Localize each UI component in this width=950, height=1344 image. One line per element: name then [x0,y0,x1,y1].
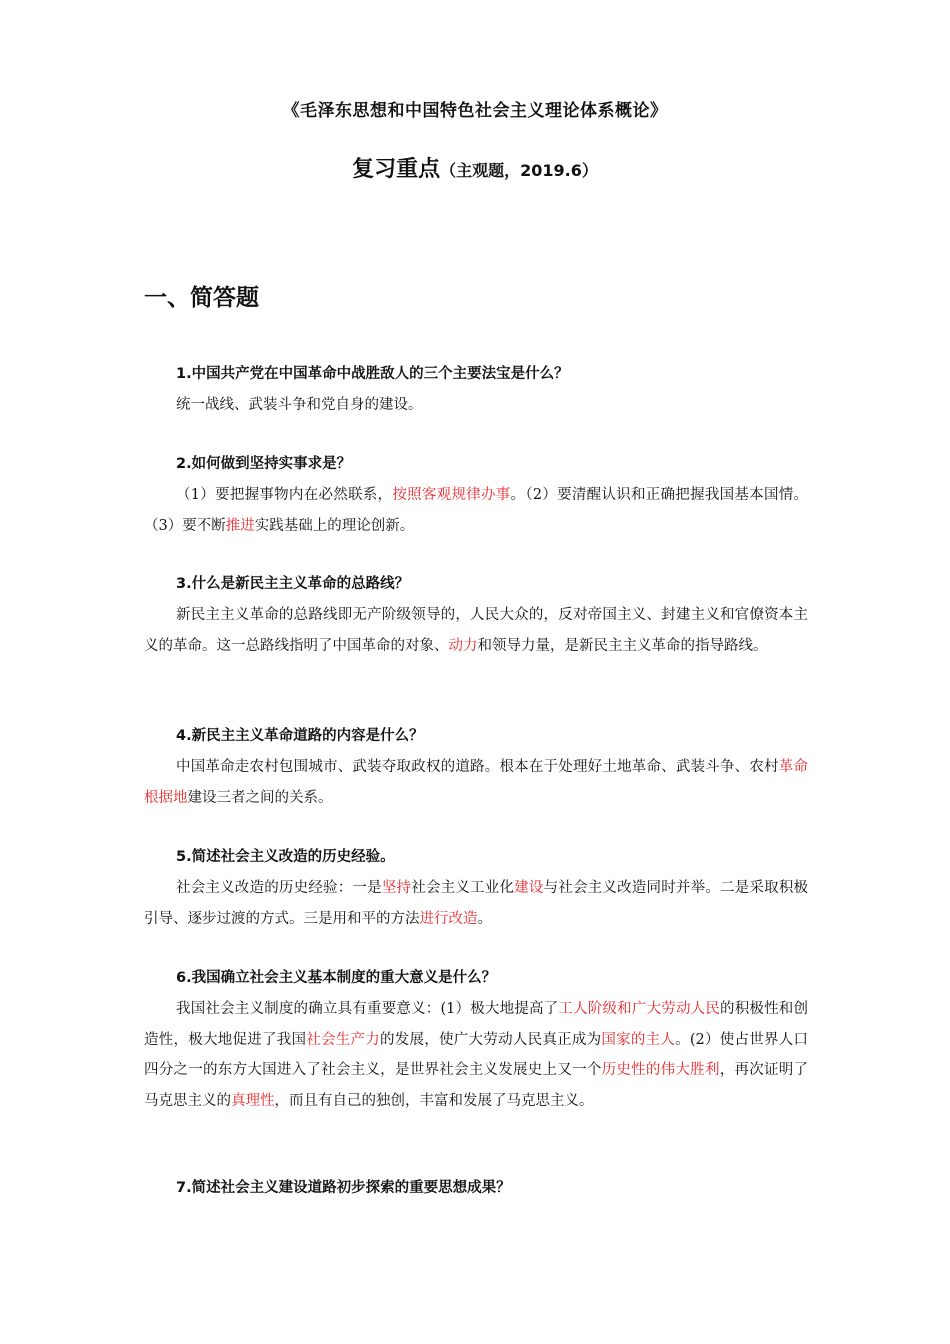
highlighted-text: 按照客观规律办事 [392,487,511,503]
question-heading: 4.新民主主义革命道路的内容是什么？ [176,728,424,744]
answer-text: 社会主义改造的历史经验：一是 [176,880,382,896]
highlighted-text: 真理性 [231,1092,275,1109]
answer-text: 社会主义工业化 [411,880,515,896]
highlighted-text: 建设 [514,880,544,896]
highlighted-text: 进行改造 [419,910,478,927]
answer-paragraph [144,480,808,541]
document-subtitle [0,152,950,183]
answer-text: 中国革命走农村包围城市、武装夺取政权的道路。根本在于处理好土地革命、武装斗争、农村 [176,759,779,775]
answer-paragraph [144,600,808,661]
answer-text: （1）要把握事物内在必然联系， [176,487,393,503]
highlighted-text: 革命根据地 [144,759,808,806]
highlighted-text: 社会生产力 [306,1031,381,1048]
answer-text: 实践基础上的理论创新。 [254,517,415,534]
answer-text: 。(2）使占世界人口四分之一的东方大国进入了社会主义，是世界社会主义发展史上又一个 [144,1031,809,1078]
highlighted-text: 国家的主人 [601,1031,676,1048]
subtitle-main: 复习重点 [352,157,441,182]
question-heading: 6.我国确立社会主义基本制度的重大意义是什么？ [176,970,497,986]
answer-paragraph [144,752,808,813]
highlighted-text: 动力 [448,637,478,654]
question-heading: 3.什么是新民主主义革命的总路线？ [176,576,410,592]
answer-text: 的积极性和创造性，极大地促进了我国 [144,1001,808,1048]
highlighted-text: 工人阶级和广大劳动人民 [558,1001,721,1017]
answer-text: 我国社会主义制度的确立具有重要意义：(1）极大地提高了 [176,1001,559,1017]
highlighted-text: 坚持 [381,880,412,896]
question-heading: 2.如何做到坚持实事求是？ [176,456,352,472]
question-heading: 1.中国共产党在中国革命中战胜敌人的三个主要法宝是什么？ [176,366,569,382]
subtitle-note: （主观题，2019.6） [440,161,598,180]
highlighted-text: 历史性的伟大胜利 [601,1062,720,1078]
answer-text: ，而且有自己的独创，丰富和发展了马克思主义。 [274,1092,594,1109]
answer-paragraph [144,390,808,421]
answer-text: ，再次证明了马克思主义的 [144,1062,809,1109]
answer-paragraph [144,873,808,934]
section-heading: 一、简答题 [144,285,259,311]
answer-text: 。 [477,910,492,927]
answer-text: 的发展，使广大劳动人民真正成为 [380,1031,602,1048]
answer-text: 新民主主义革命的总路线即无产阶级领导的，人民大众的，反对帝国主义、封建主义和官僚资本主义的革命。这一总路线指明了中国革命的对象、 [144,607,808,654]
question-heading: 7.简述社会主义建设道路初步探索的重要思想成果？ [176,1180,511,1196]
answer-text: 与社会主义改造同时并举。二是采取积极引导、逐步过渡的方式。三是用和平的方法 [144,880,809,927]
highlighted-text: 推进 [225,517,255,534]
answer-text: 。（2）要清醒认识和正确把握我国基本国情。（3）要不断 [144,487,809,534]
question-heading: 5.简述社会主义改造的历史经验。 [176,849,395,865]
answer-text: 和领导力量，是新民主主义革命的指导路线。 [477,637,768,654]
answer-text: 统一战线、武装斗争和党自身的建设。 [176,397,423,413]
answer-paragraph [144,994,808,1116]
answer-text: 建设三者之间的关系。 [187,789,333,806]
document-title: 《毛泽东思想和中国特色社会主义理论体系概论》 [282,101,668,121]
